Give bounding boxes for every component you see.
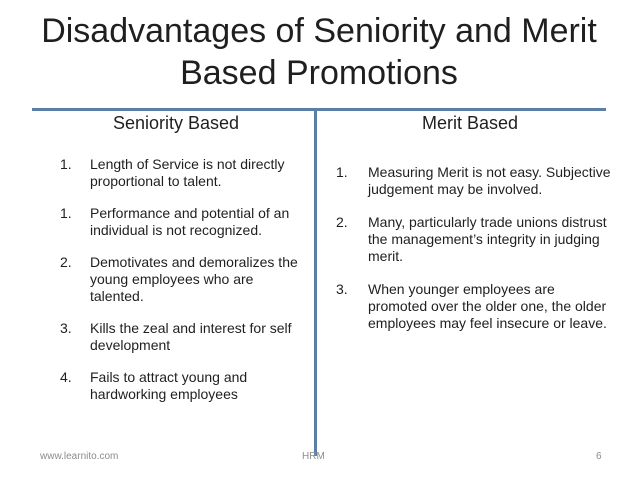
list-item-number: 1.	[60, 156, 72, 172]
list-item	[60, 205, 310, 239]
list-item-number: 3.	[336, 281, 348, 297]
list-item-number: 1.	[60, 205, 72, 221]
list-item	[60, 156, 310, 190]
list-item-text: Kills the zeal and interest for self development	[90, 320, 292, 353]
list-item	[336, 281, 616, 332]
slide-title-line-2: Based Promotions	[180, 54, 458, 92]
list-item	[60, 369, 310, 403]
footer-website: www.learnito.com	[40, 451, 119, 462]
merit-header: Merit Based	[421, 113, 519, 133]
list-item-text: Many, particularly trade unions distrust the management’s integrity in judging merit.	[368, 214, 607, 264]
list-item-text: Length of Service is not directly proportional to talent.	[90, 156, 285, 189]
slide-title	[30, 10, 608, 94]
list-item-number: 4.	[60, 369, 72, 385]
list-item-text: Demotivates and demoralizes the young employees who are talented.	[90, 254, 298, 304]
list-item-text: Performance and potential of an individual is not recognized.	[90, 205, 290, 238]
list-item-number: 3.	[60, 320, 72, 336]
list-item-number: 2.	[336, 214, 348, 230]
footer-topic: HRM	[302, 451, 325, 462]
column-divider	[314, 110, 317, 456]
slide-title-line-1: Disadvantages of Seniority and Merit	[41, 12, 597, 50]
footer-page-number: 6	[596, 451, 602, 462]
list-item-text: Fails to attract young and hardworking employees	[90, 369, 248, 402]
list-item	[336, 214, 616, 265]
list-item	[60, 320, 310, 354]
seniority-list	[60, 156, 310, 418]
list-item-number: 2.	[60, 254, 72, 270]
list-item	[336, 164, 616, 198]
list-item-number: 1.	[336, 164, 348, 180]
seniority-header: Seniority Based	[112, 113, 240, 133]
merit-list	[336, 164, 616, 348]
list-item-text: When younger employees are promoted over the older one, the older employees may feel insecure or leave.	[368, 281, 607, 331]
title-divider	[32, 108, 606, 111]
list-item-text: Measuring Merit is not easy. Subjective judgement may be involved.	[368, 164, 611, 197]
list-item	[60, 254, 310, 305]
